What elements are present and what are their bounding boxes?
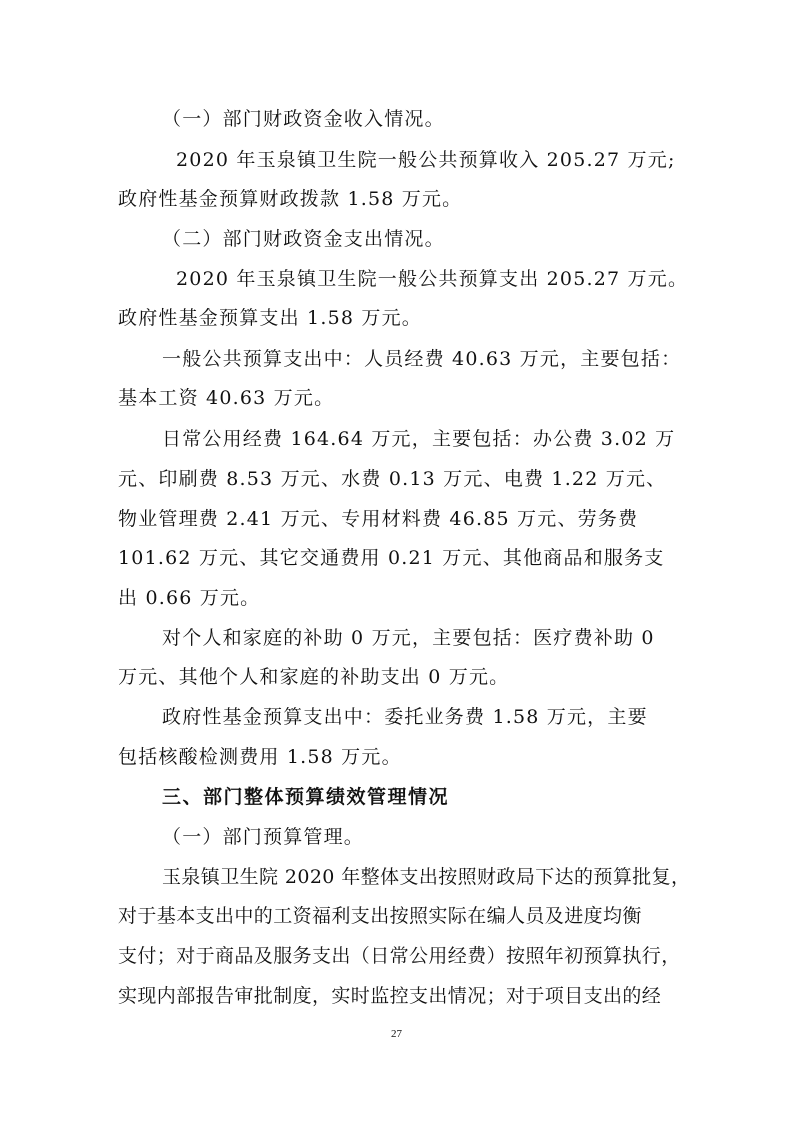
paragraph-line: 政府性基金预算财政拨款 1.58 万元。 bbox=[118, 188, 463, 210]
paragraph-line: 2020 年玉泉镇卫生院一般公共预算支出 205.27 万元。 bbox=[176, 268, 689, 290]
paragraph-line: 101.62 万元、其它交通费用 0.21 万元、其他商品和服务支 bbox=[118, 547, 665, 569]
paragraph-line: 元、印刷费 8.53 万元、水费 0.13 万元、电费 1.22 万元、 bbox=[118, 468, 667, 490]
paragraph-line: 万元、其他个人和家庭的补助支出 0 万元。 bbox=[118, 666, 510, 688]
paragraph-line: 包括核酸检测费用 1.58 万元。 bbox=[118, 746, 402, 768]
paragraph-line: 一般公共预算支出中：人员经费 40.63 万元，主要包括： bbox=[162, 348, 682, 370]
section-heading-budget-management: （一）部门预算管理。 bbox=[162, 826, 365, 848]
paragraph-line: 对于基本支出中的工资福利支出按照实际在编人员及进度均衡 bbox=[118, 905, 642, 927]
paragraph-line: 物业管理费 2.41 万元、专用材料费 46.85 万元、劳务费 bbox=[118, 508, 639, 530]
paragraph-line: 实现内部报告审批制度，实时监控支出情况；对于项目支出的经 bbox=[118, 985, 662, 1007]
paragraph-line: 玉泉镇卫生院 2020 年整体支出按照财政局下达的预算批复， bbox=[162, 866, 691, 888]
paragraph-line: 政府性基金预算支出中：委托业务费 1.58 万元，主要 bbox=[162, 706, 648, 728]
section-heading-expenditure: （二）部门财政资金支出情况。 bbox=[162, 228, 445, 250]
page-number: 27 bbox=[391, 1028, 402, 1040]
section-heading-revenue: （一）部门财政资金收入情况。 bbox=[162, 108, 445, 130]
paragraph-line: 政府性基金预算支出 1.58 万元。 bbox=[118, 307, 422, 329]
paragraph-line: 2020 年玉泉镇卫生院一般公共预算收入 205.27 万元; bbox=[176, 149, 676, 171]
paragraph-line: 对个人和家庭的补助 0 万元，主要包括：医疗费补助 0 bbox=[162, 627, 655, 649]
paragraph-line: 日常公用经费 164.64 万元，主要包括：办公费 3.02 万 bbox=[162, 428, 676, 450]
paragraph-line: 支付；对于商品及服务支出（日常公用经费）按照年初预算执行， bbox=[118, 945, 681, 967]
paragraph-line: 出 0.66 万元。 bbox=[118, 587, 261, 609]
chapter-heading-performance: 三、部门整体预算绩效管理情况 bbox=[162, 786, 450, 808]
paragraph-line: 基本工资 40.63 万元。 bbox=[118, 387, 335, 409]
